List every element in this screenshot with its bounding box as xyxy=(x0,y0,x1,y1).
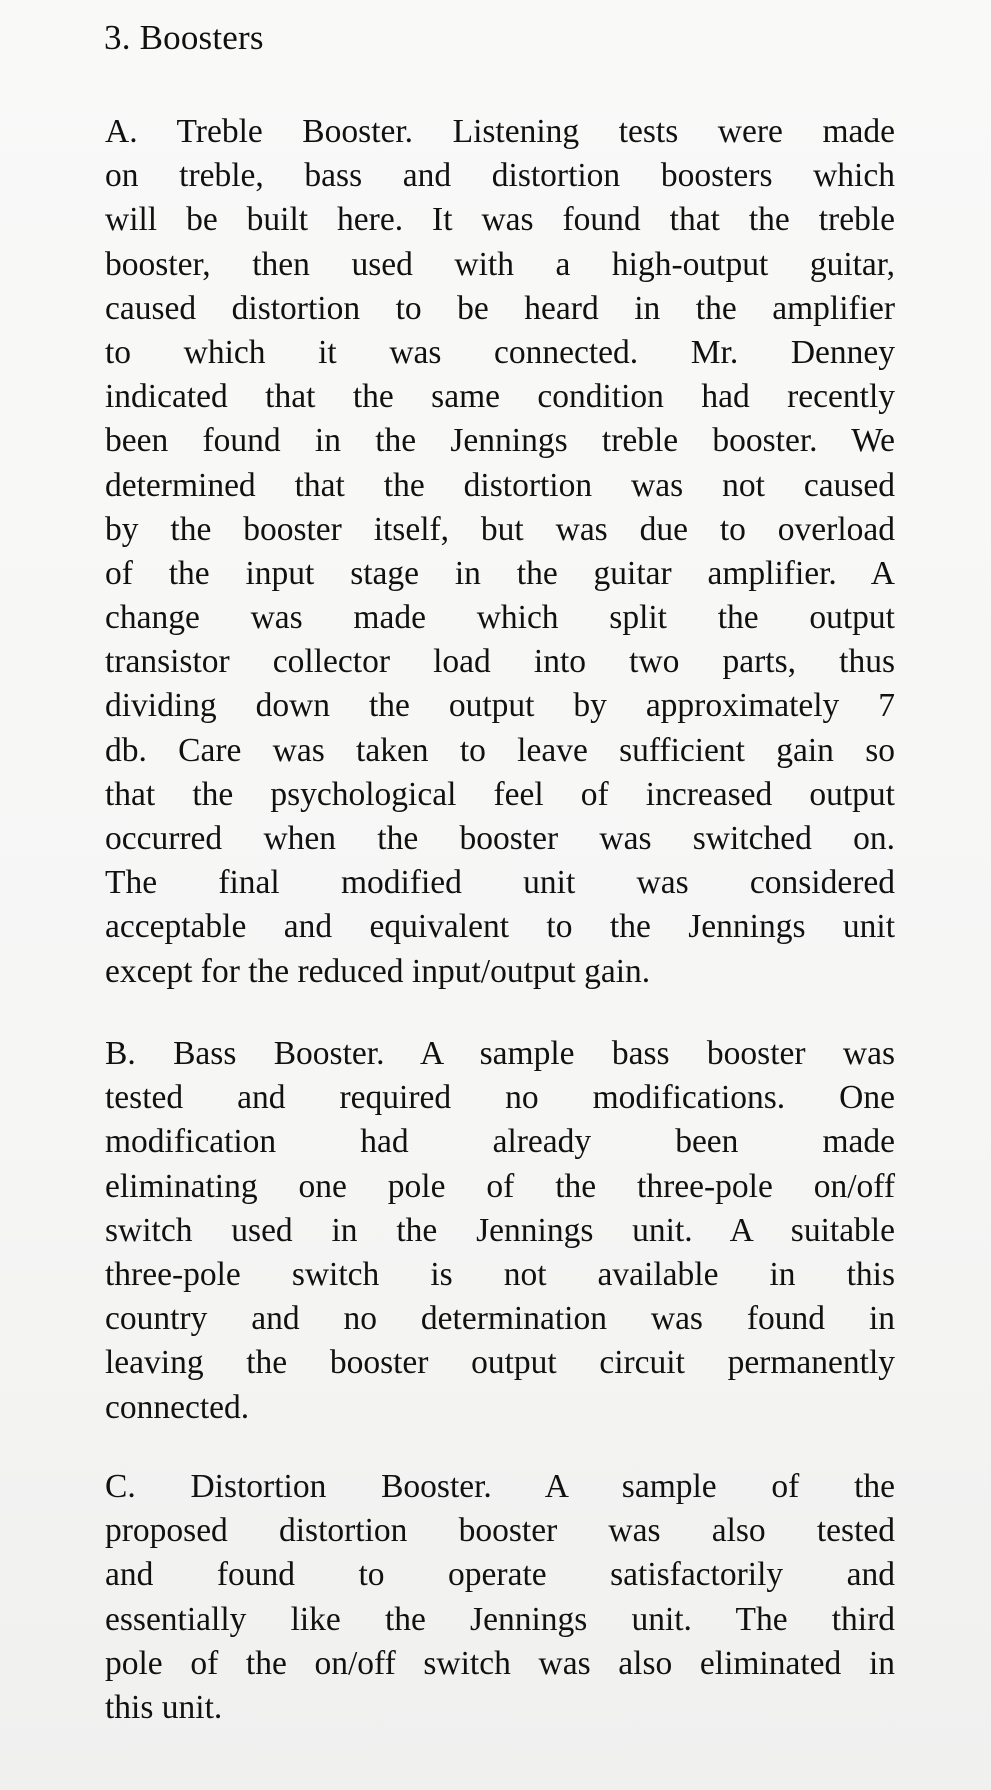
text-line: modification had already been made xyxy=(105,1123,895,1161)
paragraph-treble-booster xyxy=(105,110,895,994)
text-line: been found in the Jennings treble booster. We xyxy=(105,422,895,460)
text-line: db. Care was taken to leave sufficient gain so xyxy=(105,731,895,769)
section-heading: 3. Boosters xyxy=(104,18,264,57)
text-line: that the psychological feel of increased output xyxy=(105,775,895,813)
text-line: to which it was connected. Mr. Denney xyxy=(105,333,895,371)
text-line: transistor collector load into two parts, thus xyxy=(105,643,895,681)
text-line: C. Distortion Booster. A sample of the xyxy=(105,1468,895,1505)
text-line: booster, then used with a high-output guitar, xyxy=(105,245,895,283)
text-line: proposed distortion booster was also tested xyxy=(105,1512,895,1550)
text-line: B. Bass Booster. A sample bass booster was xyxy=(105,1035,895,1072)
text-line: The final modified unit was considered xyxy=(105,864,895,902)
text-line: this unit. xyxy=(105,1688,223,1726)
text-line: A. Treble Booster. Listening tests were made xyxy=(105,113,895,150)
text-line: determined that the distortion was not caused xyxy=(105,466,895,504)
text-line: occurred when the booster was switched on. xyxy=(105,820,895,857)
text-line: will be built here. It was found that the treble xyxy=(105,201,895,239)
text-line: caused distortion to be heard in the amplifier xyxy=(105,289,895,327)
text-line: country and no determination was found in xyxy=(105,1300,895,1338)
text-line: three-pole switch is not available in this xyxy=(105,1255,895,1293)
text-line: change was made which split the output xyxy=(105,599,895,637)
text-line: indicated that the same condition had recently xyxy=(105,378,895,416)
paragraph-distortion-booster xyxy=(105,1465,895,1730)
text-line: except for the reduced input/output gain. xyxy=(105,952,651,990)
text-line: tested and required no modifications. One xyxy=(105,1079,895,1117)
text-line: connected. xyxy=(105,1388,250,1426)
text-line: dividing down the output by approximately 7 xyxy=(105,687,895,725)
text-line: of the input stage in the guitar amplifier. A xyxy=(105,554,895,592)
text-line: essentially like the Jennings unit. The third xyxy=(105,1600,895,1638)
paragraph-bass-booster xyxy=(105,1032,895,1430)
text-line: acceptable and equivalent to the Jennings unit xyxy=(105,908,895,946)
text-line: and found to operate satisfactorily and xyxy=(105,1556,895,1594)
text-line: leaving the booster output circuit permanently xyxy=(105,1344,895,1382)
text-line: pole of the on/off switch was also eliminated in xyxy=(105,1644,895,1682)
text-line: switch used in the Jennings unit. A suitable xyxy=(105,1211,895,1249)
text-line: eliminating one pole of the three-pole on/off xyxy=(105,1167,895,1205)
text-line: by the booster itself, but was due to overload xyxy=(105,510,895,548)
text-line: on treble, bass and distortion boosters which xyxy=(105,157,895,195)
